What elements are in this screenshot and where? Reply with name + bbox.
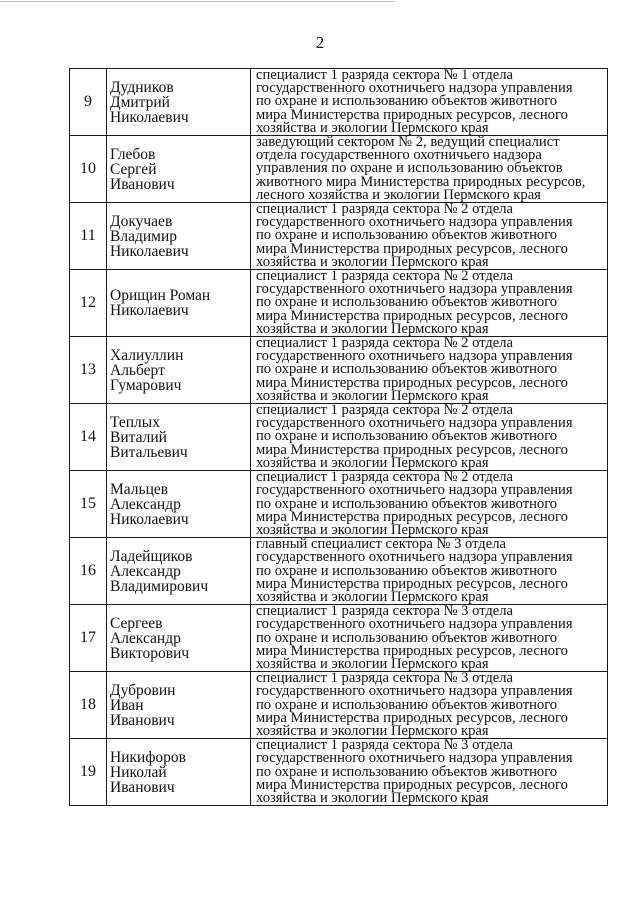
- position-cell: [251, 337, 608, 404]
- position-line: мира Министерства природных ресурсов, лесного: [256, 307, 568, 324]
- employee-name-line: Орищин Роман: [110, 287, 211, 305]
- position-line: государственного охотничьего надзора управления: [256, 683, 573, 700]
- position-line: специалист 1 разряда сектора № 3 отдела: [256, 604, 514, 620]
- table-row: [70, 203, 608, 270]
- page-number: 2: [315, 33, 325, 52]
- employee-name-cell: [107, 270, 251, 337]
- position-line: по охране и использованию объектов животного: [256, 93, 558, 110]
- row-number: 11: [70, 203, 107, 270]
- row-number: 13: [70, 337, 107, 404]
- employee-name-line: Дубровин: [110, 681, 176, 699]
- position-line: государственного охотничьего надзора управления: [256, 482, 573, 499]
- position-line: по охране и использованию объектов животного: [256, 696, 558, 713]
- position-line: специалист 1 разряда сектора № 1 отдела: [256, 68, 514, 83]
- position-line: по охране и использованию объектов животного: [256, 629, 558, 646]
- position-line: животного мира Министерства природных ресурсов,: [256, 173, 586, 190]
- position-line: управления по охране и использованию объектов: [256, 160, 563, 177]
- position-line: государственного охотничьего надзора управления: [256, 415, 573, 432]
- row-number: 12: [70, 270, 107, 337]
- position-line: мира Министерства природных ресурсов, лесного: [256, 508, 568, 525]
- position-line: по охране и использованию объектов животного: [256, 227, 558, 244]
- employee-name-line: Альберт: [110, 361, 165, 379]
- position-line: специалист 1 разряда сектора № 3 отдела: [256, 738, 514, 754]
- employee-name-line: Халиуллин: [110, 346, 184, 364]
- employee-name-line: Иванович: [110, 711, 175, 729]
- employee-name-line: Александр: [110, 495, 181, 513]
- employee-name-cell: [107, 739, 251, 806]
- employee-name-line: Теплых: [110, 413, 160, 431]
- employee-name-cell: [107, 471, 251, 538]
- employee-name-line: Николаевич: [110, 302, 189, 320]
- position-line: хозяйства и экологии Пермского края: [256, 320, 489, 337]
- position-line: специалист 1 разряда сектора № 2 отдела: [256, 470, 514, 486]
- position-line: мира Министерства природных ресурсов, лесного: [256, 709, 568, 726]
- position-line: хозяйства и экологии Пермского края: [256, 253, 489, 270]
- employee-name-line: Николаевич: [110, 108, 189, 126]
- position-cell: [251, 203, 608, 270]
- employee-name-line: Витальевич: [110, 443, 188, 461]
- position-line: по охране и использованию объектов животного: [256, 495, 558, 512]
- table-row: [70, 69, 608, 136]
- position-line: заведующий сектором № 2, ведущий специалист: [256, 135, 560, 151]
- table-row: [70, 136, 608, 203]
- position-line: отдела государственного охотничьего надзора: [256, 147, 542, 164]
- employee-name-line: Иванович: [110, 778, 175, 796]
- position-cell: [251, 404, 608, 471]
- position-line: хозяйства и экологии Пермского края: [256, 789, 489, 806]
- position-line: хозяйства и экологии Пермского края: [256, 521, 489, 538]
- position-line: государственного охотничьего надзора управления: [256, 80, 573, 97]
- position-line: по охране и использованию объектов животного: [256, 361, 558, 378]
- employee-name-line: Ладейщиков: [110, 547, 193, 565]
- employee-name-cell: [107, 605, 251, 672]
- employee-name-line: Николаевич: [110, 510, 189, 528]
- staff-table: [69, 68, 608, 806]
- employee-name-line: Гумарович: [110, 376, 182, 394]
- employee-name-line: Владимир: [110, 227, 177, 245]
- employee-name-line: Дудников: [110, 78, 174, 96]
- employee-name-line: Докучаев: [110, 212, 173, 230]
- employee-name-line: Николай: [110, 763, 167, 781]
- employee-name-cell: [107, 404, 251, 471]
- position-cell: [251, 672, 608, 739]
- table-row: [70, 404, 608, 471]
- position-line: главный специалист сектора № 3 отдела: [256, 537, 506, 553]
- position-line: специалист 1 разряда сектора № 2 отдела: [256, 202, 514, 218]
- employee-name-line: Сергей: [110, 160, 157, 178]
- employee-name-cell: [107, 203, 251, 270]
- position-cell: [251, 69, 608, 136]
- employee-name-line: Владимирович: [110, 577, 209, 595]
- table-row: [70, 337, 608, 404]
- employee-name-line: Иванович: [110, 175, 175, 193]
- position-line: лесного хозяйства и экологии Пермского края: [256, 186, 541, 203]
- employee-name-cell: [107, 136, 251, 203]
- row-number: 15: [70, 471, 107, 538]
- position-line: мира Министерства природных ресурсов, лесного: [256, 106, 568, 123]
- row-number: 10: [70, 136, 107, 203]
- position-line: хозяйства и экологии Пермского края: [256, 119, 489, 136]
- row-number: 9: [70, 69, 107, 136]
- position-line: государственного охотничьего надзора управления: [256, 616, 573, 633]
- employee-name-cell: [107, 538, 251, 605]
- position-line: государственного охотничьего надзора управления: [256, 348, 573, 365]
- position-line: государственного охотничьего надзора управления: [256, 214, 573, 231]
- position-line: хозяйства и экологии Пермского края: [256, 655, 489, 672]
- position-cell: [251, 471, 608, 538]
- table-row: [70, 605, 608, 672]
- position-line: мира Министерства природных ресурсов, лесного: [256, 240, 568, 257]
- employee-name-line: Сергеев: [110, 614, 163, 632]
- employee-name-line: Иван: [110, 696, 144, 714]
- staff-table-body: [70, 69, 608, 806]
- position-cell: [251, 270, 608, 337]
- top-border-line: [0, 1, 395, 2]
- position-line: государственного охотничьего надзора управления: [256, 750, 573, 767]
- row-number: 14: [70, 404, 107, 471]
- position-cell: [251, 538, 608, 605]
- employee-name-line: Виталий: [110, 428, 167, 446]
- position-line: по охране и использованию объектов животного: [256, 763, 558, 780]
- table-row: [70, 672, 608, 739]
- row-number: 16: [70, 538, 107, 605]
- position-line: хозяйства и экологии Пермского края: [256, 454, 489, 471]
- employee-name-line: Александр: [110, 562, 181, 580]
- employee-name-line: Александр: [110, 629, 181, 647]
- row-number: 19: [70, 739, 107, 806]
- position-line: по охране и использованию объектов животного: [256, 562, 558, 579]
- row-number: 17: [70, 605, 107, 672]
- position-line: мира Министерства природных ресурсов, лесного: [256, 776, 568, 793]
- table-row: [70, 471, 608, 538]
- employee-name-cell: [107, 69, 251, 136]
- table-row: [70, 739, 608, 806]
- position-line: хозяйства и экологии Пермского края: [256, 722, 489, 739]
- position-line: мира Министерства природных ресурсов, лесного: [256, 441, 568, 458]
- employee-name-line: Николаевич: [110, 242, 189, 260]
- position-line: специалист 1 разряда сектора № 2 отдела: [256, 403, 514, 419]
- employee-name-line: Викторович: [110, 644, 190, 662]
- employee-name-cell: [107, 337, 251, 404]
- position-line: государственного охотничьего надзора управления: [256, 549, 573, 566]
- position-cell: [251, 739, 608, 806]
- position-line: мира Министерства природных ресурсов, лесного: [256, 575, 568, 592]
- position-cell: [251, 605, 608, 672]
- table-row: [70, 270, 608, 337]
- table-row: [70, 538, 608, 605]
- position-line: по охране и использованию объектов животного: [256, 294, 558, 311]
- row-number: 18: [70, 672, 107, 739]
- position-line: по охране и использованию объектов животного: [256, 428, 558, 445]
- position-line: специалист 1 разряда сектора № 2 отдела: [256, 336, 514, 352]
- position-line: специалист 1 разряда сектора № 3 отдела: [256, 671, 514, 687]
- employee-name-line: Никифоров: [110, 748, 186, 766]
- position-line: мира Министерства природных ресурсов, лесного: [256, 642, 568, 659]
- employee-name-line: Мальцев: [110, 480, 169, 498]
- position-line: хозяйства и экологии Пермского края: [256, 387, 489, 404]
- position-line: хозяйства и экологии Пермского края: [256, 588, 489, 605]
- employee-name-line: Глебов: [110, 145, 156, 163]
- position-line: государственного охотничьего надзора управления: [256, 281, 573, 298]
- position-cell: [251, 136, 608, 203]
- employee-name-line: Дмитрий: [110, 93, 170, 111]
- employee-name-cell: [107, 672, 251, 739]
- position-line: специалист 1 разряда сектора № 2 отдела: [256, 269, 514, 285]
- position-line: мира Министерства природных ресурсов, лесного: [256, 374, 568, 391]
